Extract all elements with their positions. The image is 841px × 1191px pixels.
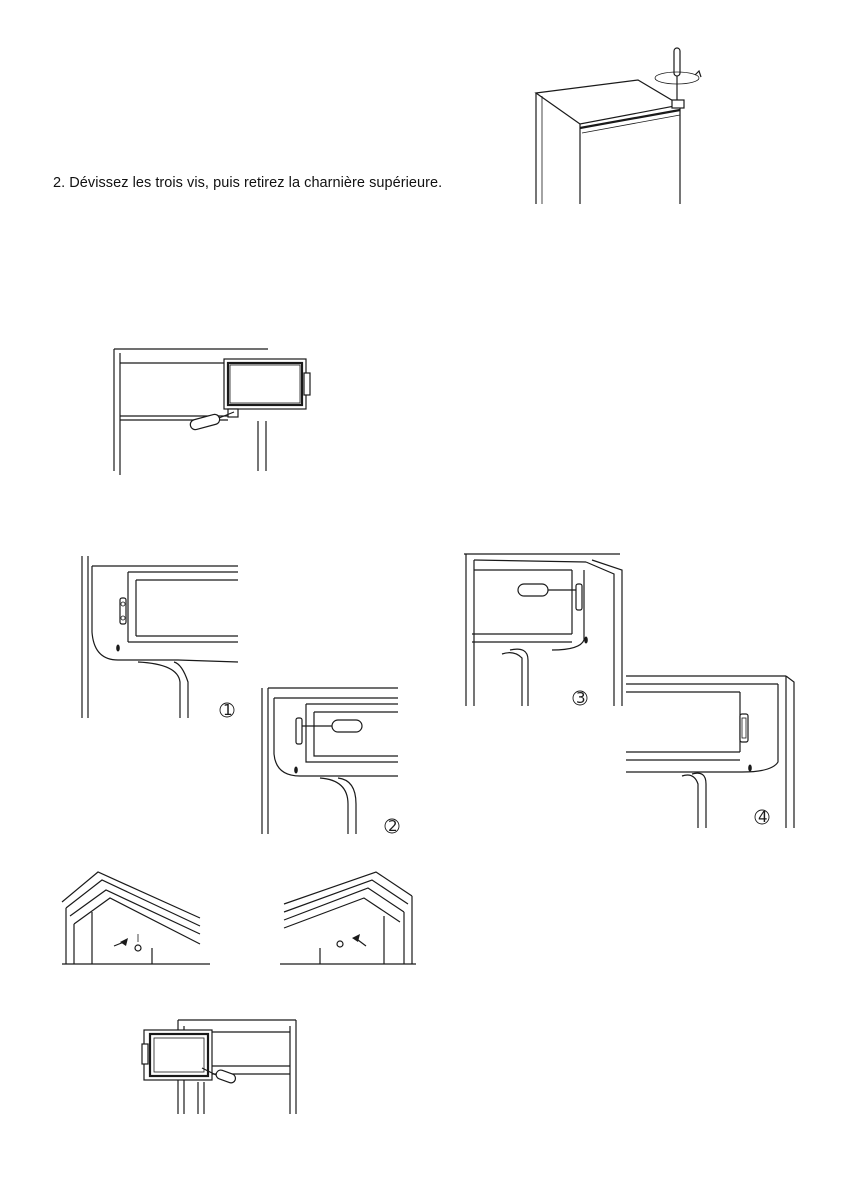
step-number-2: 2	[388, 817, 398, 835]
figure-corner-right	[280, 868, 416, 968]
figure-hinge-3	[462, 550, 624, 710]
figure-hinge-1	[78, 552, 238, 722]
figure-hinge-4	[622, 672, 798, 832]
screwdriver-icon	[302, 720, 362, 732]
step-number-3: 3	[576, 689, 586, 707]
figure-door-reinstall	[140, 1020, 302, 1116]
step-2-instruction: 2. Dévissez les trois vis, puis retirez la charnière supérieure.	[53, 175, 443, 191]
figure-top-hinge	[520, 40, 720, 206]
screwdriver-rotating-icon	[655, 48, 701, 100]
arrow-icon	[352, 934, 366, 946]
figure-corner-left	[62, 868, 210, 968]
step-number-1: 1	[223, 701, 233, 719]
arrow-icon	[114, 938, 128, 946]
figure-hinge-2	[260, 684, 402, 834]
figure-door-removed	[110, 345, 335, 475]
step-number-4: 4	[758, 808, 768, 826]
screwdriver-icon	[518, 584, 576, 596]
screwdriver-icon	[189, 412, 234, 431]
